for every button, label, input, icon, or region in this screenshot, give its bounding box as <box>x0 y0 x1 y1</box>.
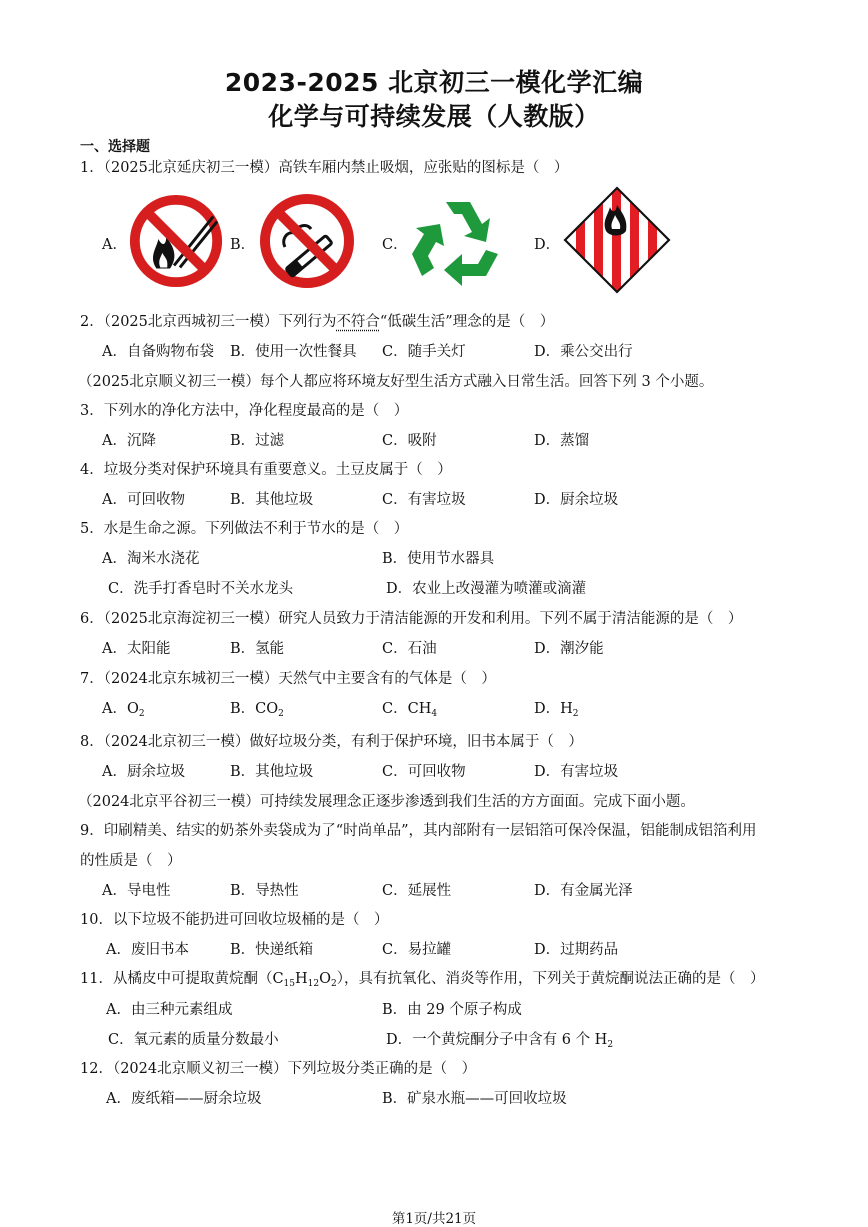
q6-option-c: C．石油 <box>382 641 437 657</box>
q7-option-b-subscript: 2 <box>278 709 284 719</box>
question-2-suffix: “低碳生活”理念的是（ ） <box>379 314 555 330</box>
q11-option-a: A．由三种元素组成 <box>106 1002 233 1018</box>
formula-sub-o: 2 <box>331 979 337 989</box>
q10-option-b: B．快递纸箱 <box>230 942 314 958</box>
q7-option-b <box>230 697 284 719</box>
q8-option-c: C．可回收物 <box>382 764 466 780</box>
question-1-text: 1．（2025北京延庆初三一模）高铁车厢内禁止吸烟，应张贴的图标是（ ） <box>80 160 569 176</box>
q8-option-b: B．其他垃圾 <box>230 764 314 780</box>
q3-option-d: D．蒸馏 <box>534 433 590 449</box>
q8-option-a: A．厨余垃圾 <box>102 764 185 780</box>
recycle-icon <box>408 196 508 286</box>
formula-o: O <box>319 971 331 987</box>
q1-option-b-label: B． <box>230 237 256 253</box>
q11-option-b: B．由 29 个原子构成 <box>382 1002 522 1018</box>
question-11-suffix: ），具有抗氧化、消炎等作用，下列关于黄烷酮说法正确的是（ ） <box>336 971 765 987</box>
formula-h: H <box>295 971 308 987</box>
q3-option-a: A．沉降 <box>102 433 156 449</box>
q12-option-b: B．矿泉水瓶——可回收垃圾 <box>382 1091 567 1107</box>
formula-sub-c: 15 <box>283 979 295 989</box>
q4-option-a: A．可回收物 <box>102 492 185 508</box>
question-3-text: 3．下列水的净化方法中，净化程度最高的是（ ） <box>80 403 409 419</box>
flammable-solid-icon <box>562 185 672 295</box>
q11-option-d <box>386 1028 613 1050</box>
q10-option-a: A．废旧书本 <box>106 942 189 958</box>
q7-option-d-label: D． <box>534 701 561 717</box>
q6-option-b: B．氢能 <box>230 641 285 657</box>
question-2-emphasis: 不符合 <box>336 314 380 330</box>
q12-option-a: A．废纸箱——厨余垃圾 <box>106 1091 262 1107</box>
q8-option-d: D．有害垃圾 <box>534 764 619 780</box>
q7-option-b-label: B． <box>230 701 256 717</box>
q7-option-c-subscript: 4 <box>431 709 438 719</box>
q9-option-a: A．导电性 <box>102 883 171 899</box>
q4-option-c: C．有害垃圾 <box>382 492 466 508</box>
q1-option-d-label: D． <box>534 237 561 253</box>
q2-option-d: D．乘公交出行 <box>534 344 633 360</box>
page-number: 第1页/共21页 <box>391 1211 477 1227</box>
q3-option-c: C．吸附 <box>382 433 437 449</box>
question-9-line2: 的性质是（ ） <box>80 853 182 869</box>
q7-option-a-formula: O <box>126 701 139 717</box>
question-12-text: 12．（2024北京顺义初三一模）下列垃圾分类正确的是（ ） <box>80 1061 477 1077</box>
question-5-text: 5．水是生命之源。下列做法不利于节水的是（ ） <box>80 521 409 537</box>
question-11-prefix: 11．从橘皮中可提取黄烷酮（C <box>80 971 284 987</box>
q7-option-d <box>534 697 579 719</box>
q7-option-b-formula: CO <box>255 701 279 717</box>
q6-option-a: A．太阳能 <box>102 641 171 657</box>
question-4-text: 4．垃圾分类对保护环境具有重要意义。土豆皮属于（ ） <box>80 462 452 478</box>
group-intro-shunyi: （2025北京顺义初三一模）每个人都应将环境友好型生活方式融入日常生活。回答下列 3 个小题。 <box>78 374 714 390</box>
q11-option-d-subscript: 2 <box>607 1040 614 1050</box>
q1-option-a-label: A． <box>102 237 127 253</box>
q7-option-d-formula: H <box>560 701 573 717</box>
q10-option-c: C．易拉罐 <box>382 942 452 958</box>
q3-option-b: B．过滤 <box>230 433 285 449</box>
q9-option-c: C．延展性 <box>382 883 452 899</box>
question-6-text: 6．（2025北京海淀初三一模）研究人员致力于清洁能源的开发和利用。下列不属于清洁能源的是（ ） <box>80 611 743 627</box>
q7-option-d-subscript: 2 <box>572 709 579 719</box>
q1-option-c-label: C． <box>382 237 408 253</box>
q5-option-a: A．淘米水浇花 <box>102 551 200 567</box>
q4-option-d: D．厨余垃圾 <box>534 492 619 508</box>
q9-option-b: B．导热性 <box>230 883 299 899</box>
group-intro-pinggu: （2024北京平谷初三一模）可持续发展理念正逐步渗透到我们生活的方方面面。完成下面小题。 <box>78 794 695 810</box>
q2-option-c: C．随手关灯 <box>382 344 466 360</box>
q9-option-d: D．有金属光泽 <box>534 883 633 899</box>
document-title-line2: 化学与可持续发展（人教版） <box>268 102 600 131</box>
q5-option-c: C．洗手打香皂时不关水龙头 <box>108 581 294 597</box>
question-11-text <box>80 967 764 989</box>
q7-option-a <box>102 697 145 719</box>
q10-option-d: D．过期药品 <box>534 942 619 958</box>
q5-option-b: B．使用节水器具 <box>382 551 495 567</box>
q7-option-c-formula: CH <box>407 701 432 717</box>
q11-option-d-text: D．一个黄烷酮分子中含有 6 个 H <box>386 1032 608 1048</box>
q7-option-a-subscript: 2 <box>138 709 145 719</box>
question-8-text: 8．（2024北京初三一模）做好垃圾分类，有利于保护环境，旧书本属于（ ） <box>80 734 583 750</box>
q11-option-c: C．氧元素的质量分数最小 <box>108 1032 279 1048</box>
q2-option-a: A．自备购物布袋 <box>102 344 214 360</box>
q6-option-d: D．潮汐能 <box>534 641 604 657</box>
q7-option-a-label: A． <box>102 701 127 717</box>
question-9-line1: 9．印刷精美、结实的奶茶外卖袋成为了“时尚单品”，其内部附有一层铝箔可保冷保温，铝能制成铝箔利用 <box>80 823 757 839</box>
q4-option-b: B．其他垃圾 <box>230 492 314 508</box>
question-2-text <box>80 310 554 331</box>
formula-sub-h: 12 <box>307 979 320 989</box>
no-smoking-icon <box>257 191 357 291</box>
q7-option-c <box>382 697 437 719</box>
question-2-prefix: 2．（2025北京西城初三一模）下列行为 <box>80 314 337 330</box>
no-fire-icon <box>127 192 225 290</box>
question-7-text: 7．（2024北京东城初三一模）天然气中主要含有的气体是（ ） <box>80 671 496 687</box>
document-title-line1: 2023-2025 北京初三一模化学汇编 <box>224 68 644 97</box>
section-heading: 一、选择题 <box>80 139 150 155</box>
q7-option-c-label: C． <box>382 701 408 717</box>
q2-option-b: B．使用一次性餐具 <box>230 344 357 360</box>
question-10-text: 10．以下垃圾不能扔进可回收垃圾桶的是（ ） <box>80 912 389 928</box>
q5-option-d: D．农业上改漫灌为喷灌或滴灌 <box>386 581 587 597</box>
